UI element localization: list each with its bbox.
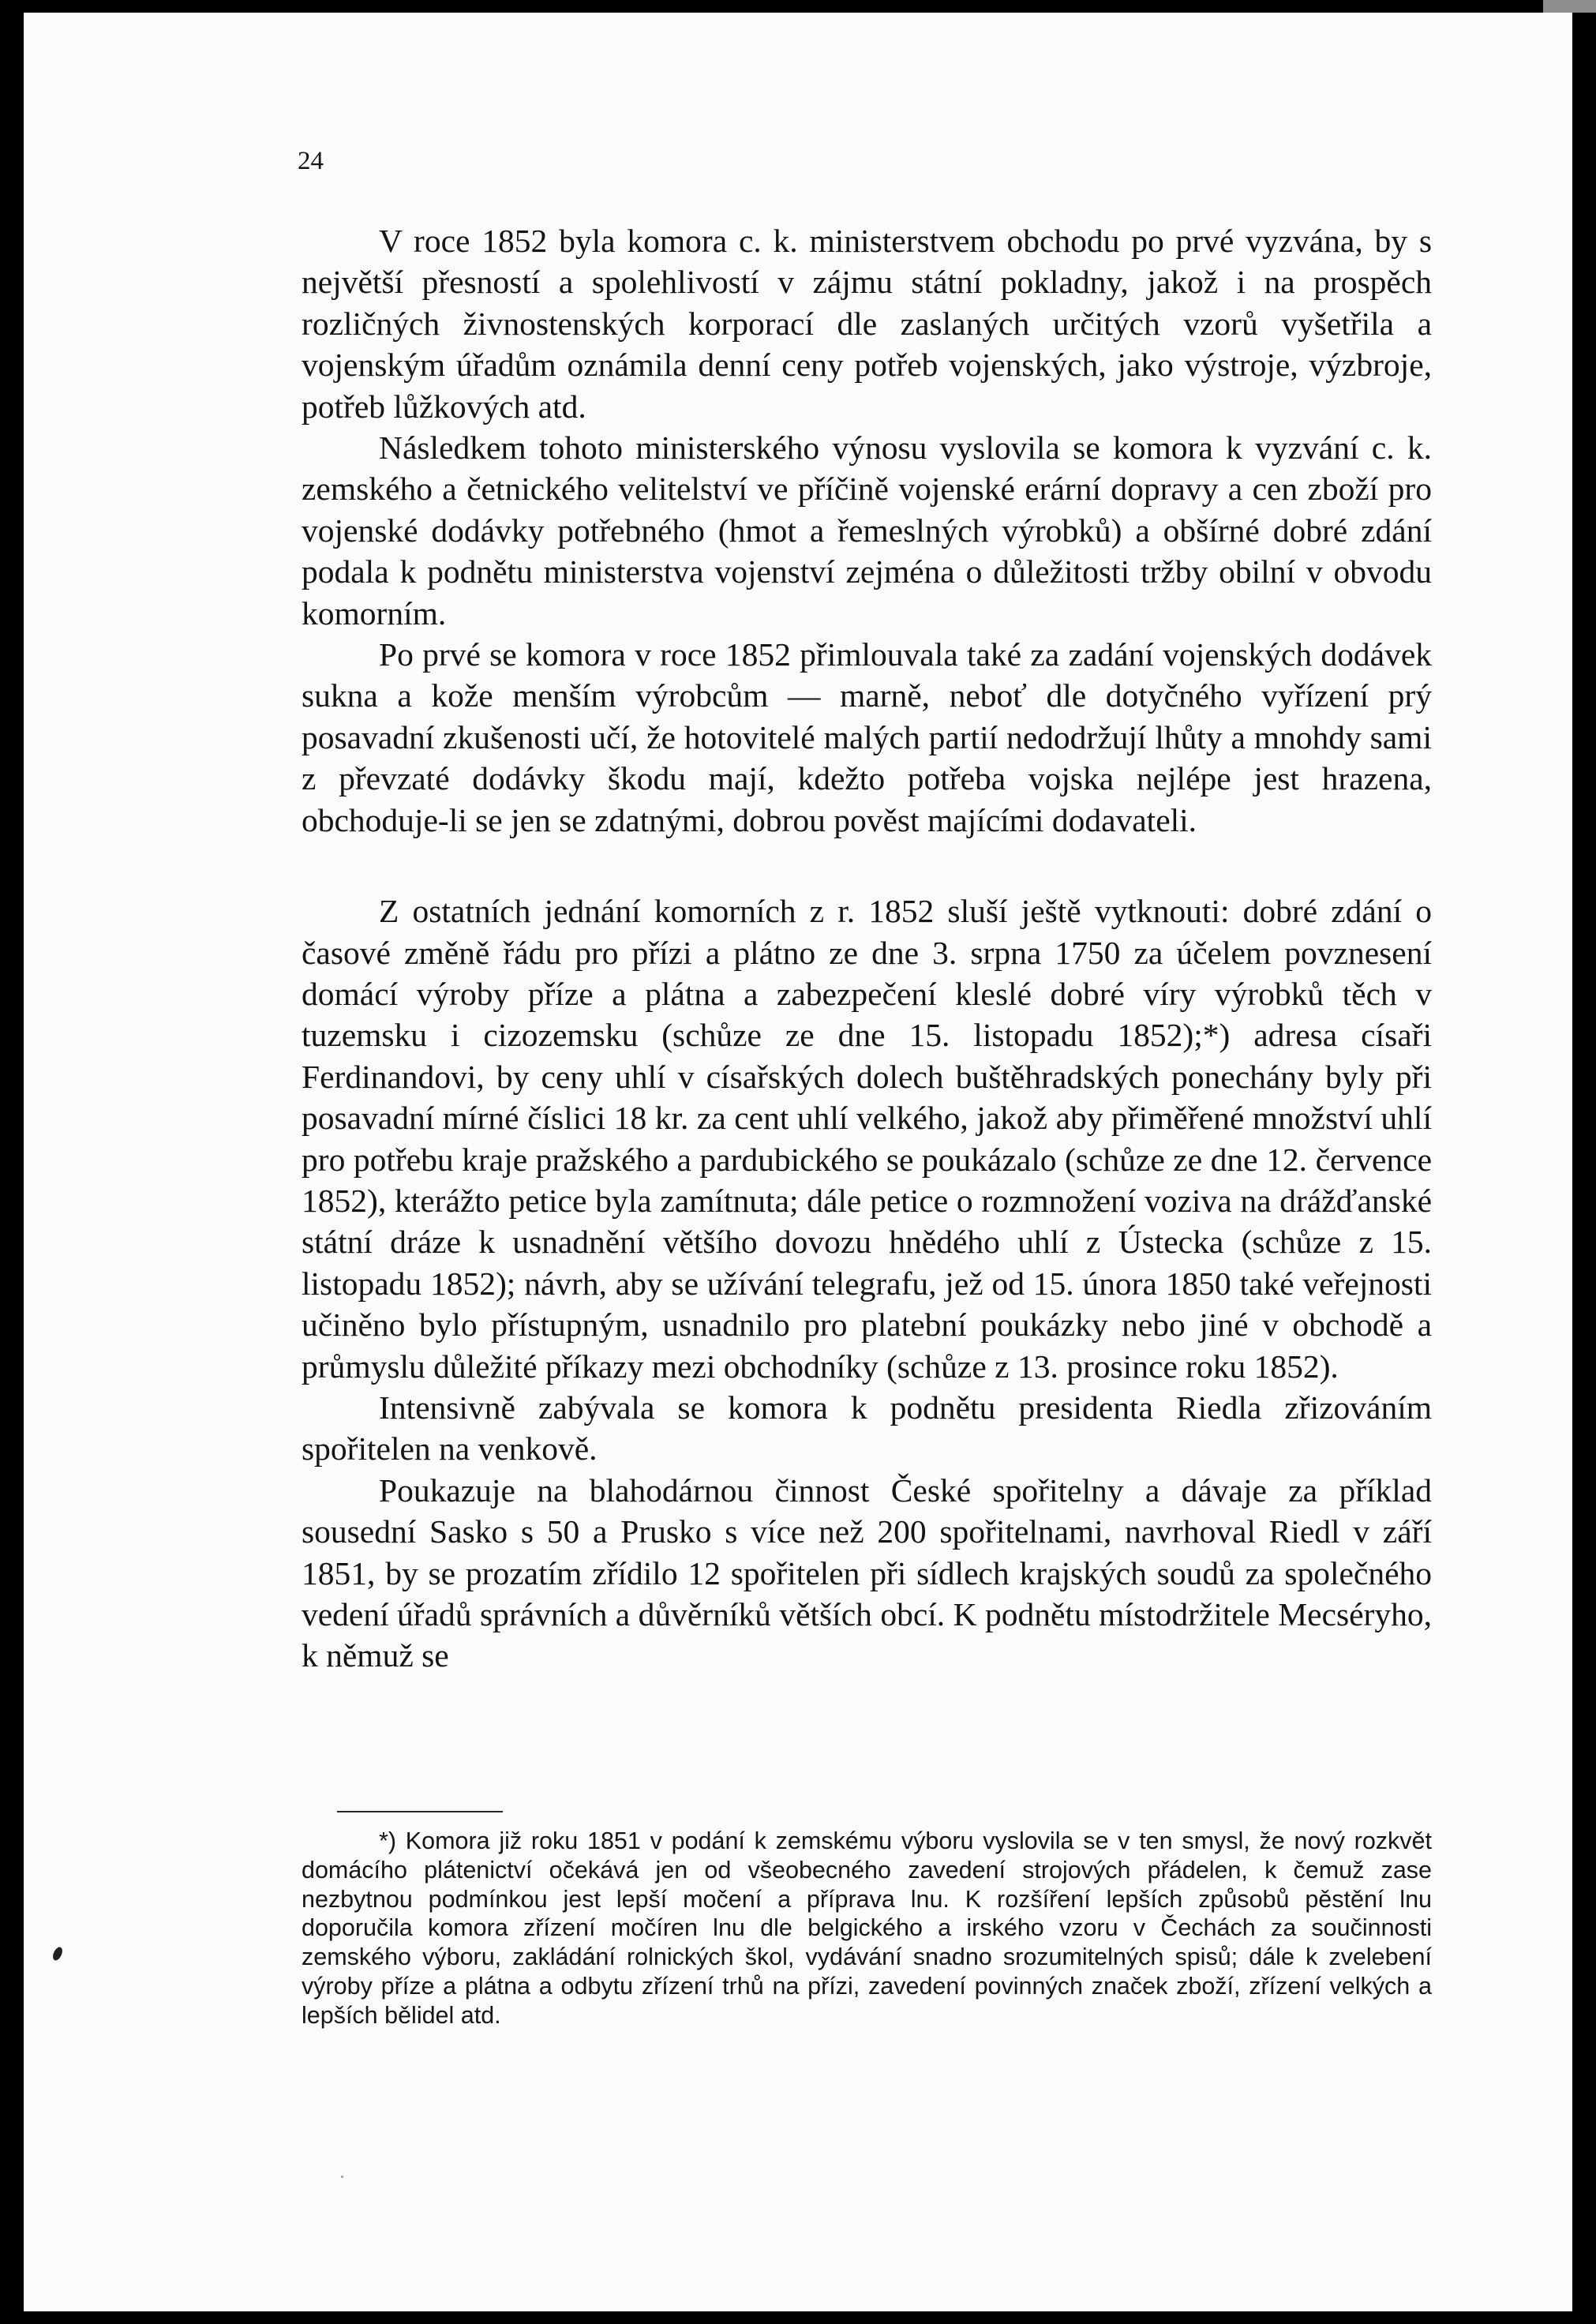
footnote-separator (337, 1811, 503, 1812)
scan-edge-mark (1543, 0, 1596, 13)
paragraph: V roce 1852 byla komora c. k. ministerstvem obchodu po prvé vyzvána, by s největší přesností a spolehlivostí v zájmu státní pokladny, jakož i na prospěch rozličných živnostenských korporací dle zaslaných určitých vzorů vyšetřila a vojenským úřadům oznámila denní ceny potřeb vojenských, jako výstroje, výzbroje, potřeb lůžkových atd. (302, 223, 1432, 425)
scan-speck (341, 2176, 343, 2178)
paragraph: Po prvé se komora v roce 1852 přimlouvala také za zadání vojenských dodávek sukna a kože menším výrobcům — marně, neboť dle dotyčného vyřízení prý posavadní zkušenosti učí, že hotovitelé malých partií nedodržují lhůty a mnohdy sami z převzaté dodávky škodu mají, kdežto potřeba vojska nejlépe jest hrazena, obchoduje-li se jen se zdatnými, dobrou pověst majícími dodavateli. (302, 636, 1432, 838)
margin-ink-mark (51, 1946, 65, 1962)
paragraph: Následkem tohoto ministerského výnosu vyslovila se komora k vyzvání c. k. zemského a četnického velitelství ve příčině vojenské erární dopravy a cen zboží pro vojenské dodávky potřebného (hmot a řemeslných výrobků) a obšírné dobré zdání podala k podnětu ministerstva vojenství zejména o důležitosti tržby obilní v obvodu komorním. (302, 429, 1432, 632)
footnote: *) Komora již roku 1851 v podání k zemskému výboru vyslovila se v ten smysl, že nový rozkvět domácího plátenictví očekává jen od všeobecného zavedení strojových přádelen, k čemuž zase nezbytnou podmínkou jest lepší močení a příprava lnu. K rozšíření lepších způsobů pěstění lnu doporučila komora zřízení močíren lnu dle belgického a irského vzoru v Čechách za součinnosti zemského výboru, zakládání rolnických škol, vydávání snadno srozumitelných spisů; dále k zvelebení výroby příze a plátna a odbytu zřízení trhů na přízi, zavedení povinných značek zboží, zřízení velkých a lepších bělidel atd. (302, 1827, 1432, 2029)
book-page (24, 13, 1572, 2311)
paragraph: Z ostatních jednání komorních z r. 1852 sluší ještě vytknouti: dobré zdání o časové změně řádu pro přízi a plátno ze dne 3. srpna 1750 za účelem povznesení domácí výroby příze a plátna a zabezpečení kleslé dobré víry výrobků těch v tuzemsku i cizozemsku (schůze ze dne 15. listopadu 1852);*) adresa císaři Ferdinandovi, by ceny uhlí v císařských dolech buštěhradských ponechány byly při posavadní mírné číslici 18 kr. za cent uhlí velkého, jakož aby přiměřené množství uhlí pro potřebu kraje pražského a pardubického se poukázalo (schůze ze dne 12. července 1852), kterážto petice byla zamítnuta; dále petice o rozmnožení voziva na drážďanské státní dráze k usnadnění většího dovozu hnědého uhlí z Ústecka (schůze z 15. listopadu 1852); návrh, aby se užívání telegrafu, jež od 15. února 1850 také veřejnosti učiněno bylo přístupným, usnadnilo pro platební poukázky nebo jiné v obchodě a průmyslu důležité příkazy mezi obchodníky (schůze z 13. prosince roku 1852). (302, 893, 1432, 1385)
paragraph: Intensivně zabývala se komora k podnětu presidenta Riedla zřizováním spořitelen na venkově. (302, 1389, 1432, 1467)
paragraph: Poukazuje na blahodárnou činnost České spořitelny a dávaje za příklad sousední Sasko s 50 a Prusko s více než 200 spořitelnami, navrhoval Riedl v září 1851, by se prozatím zřídilo 12 spořitelen při sídlech krajských soudů za společného vedení úřadů správních a důvěrníků větších obcí. K podnětu místodržitele Mecséryho, k němuž se (302, 1471, 1432, 1674)
main-text (302, 220, 1432, 1677)
page-number: 24 (298, 147, 324, 175)
